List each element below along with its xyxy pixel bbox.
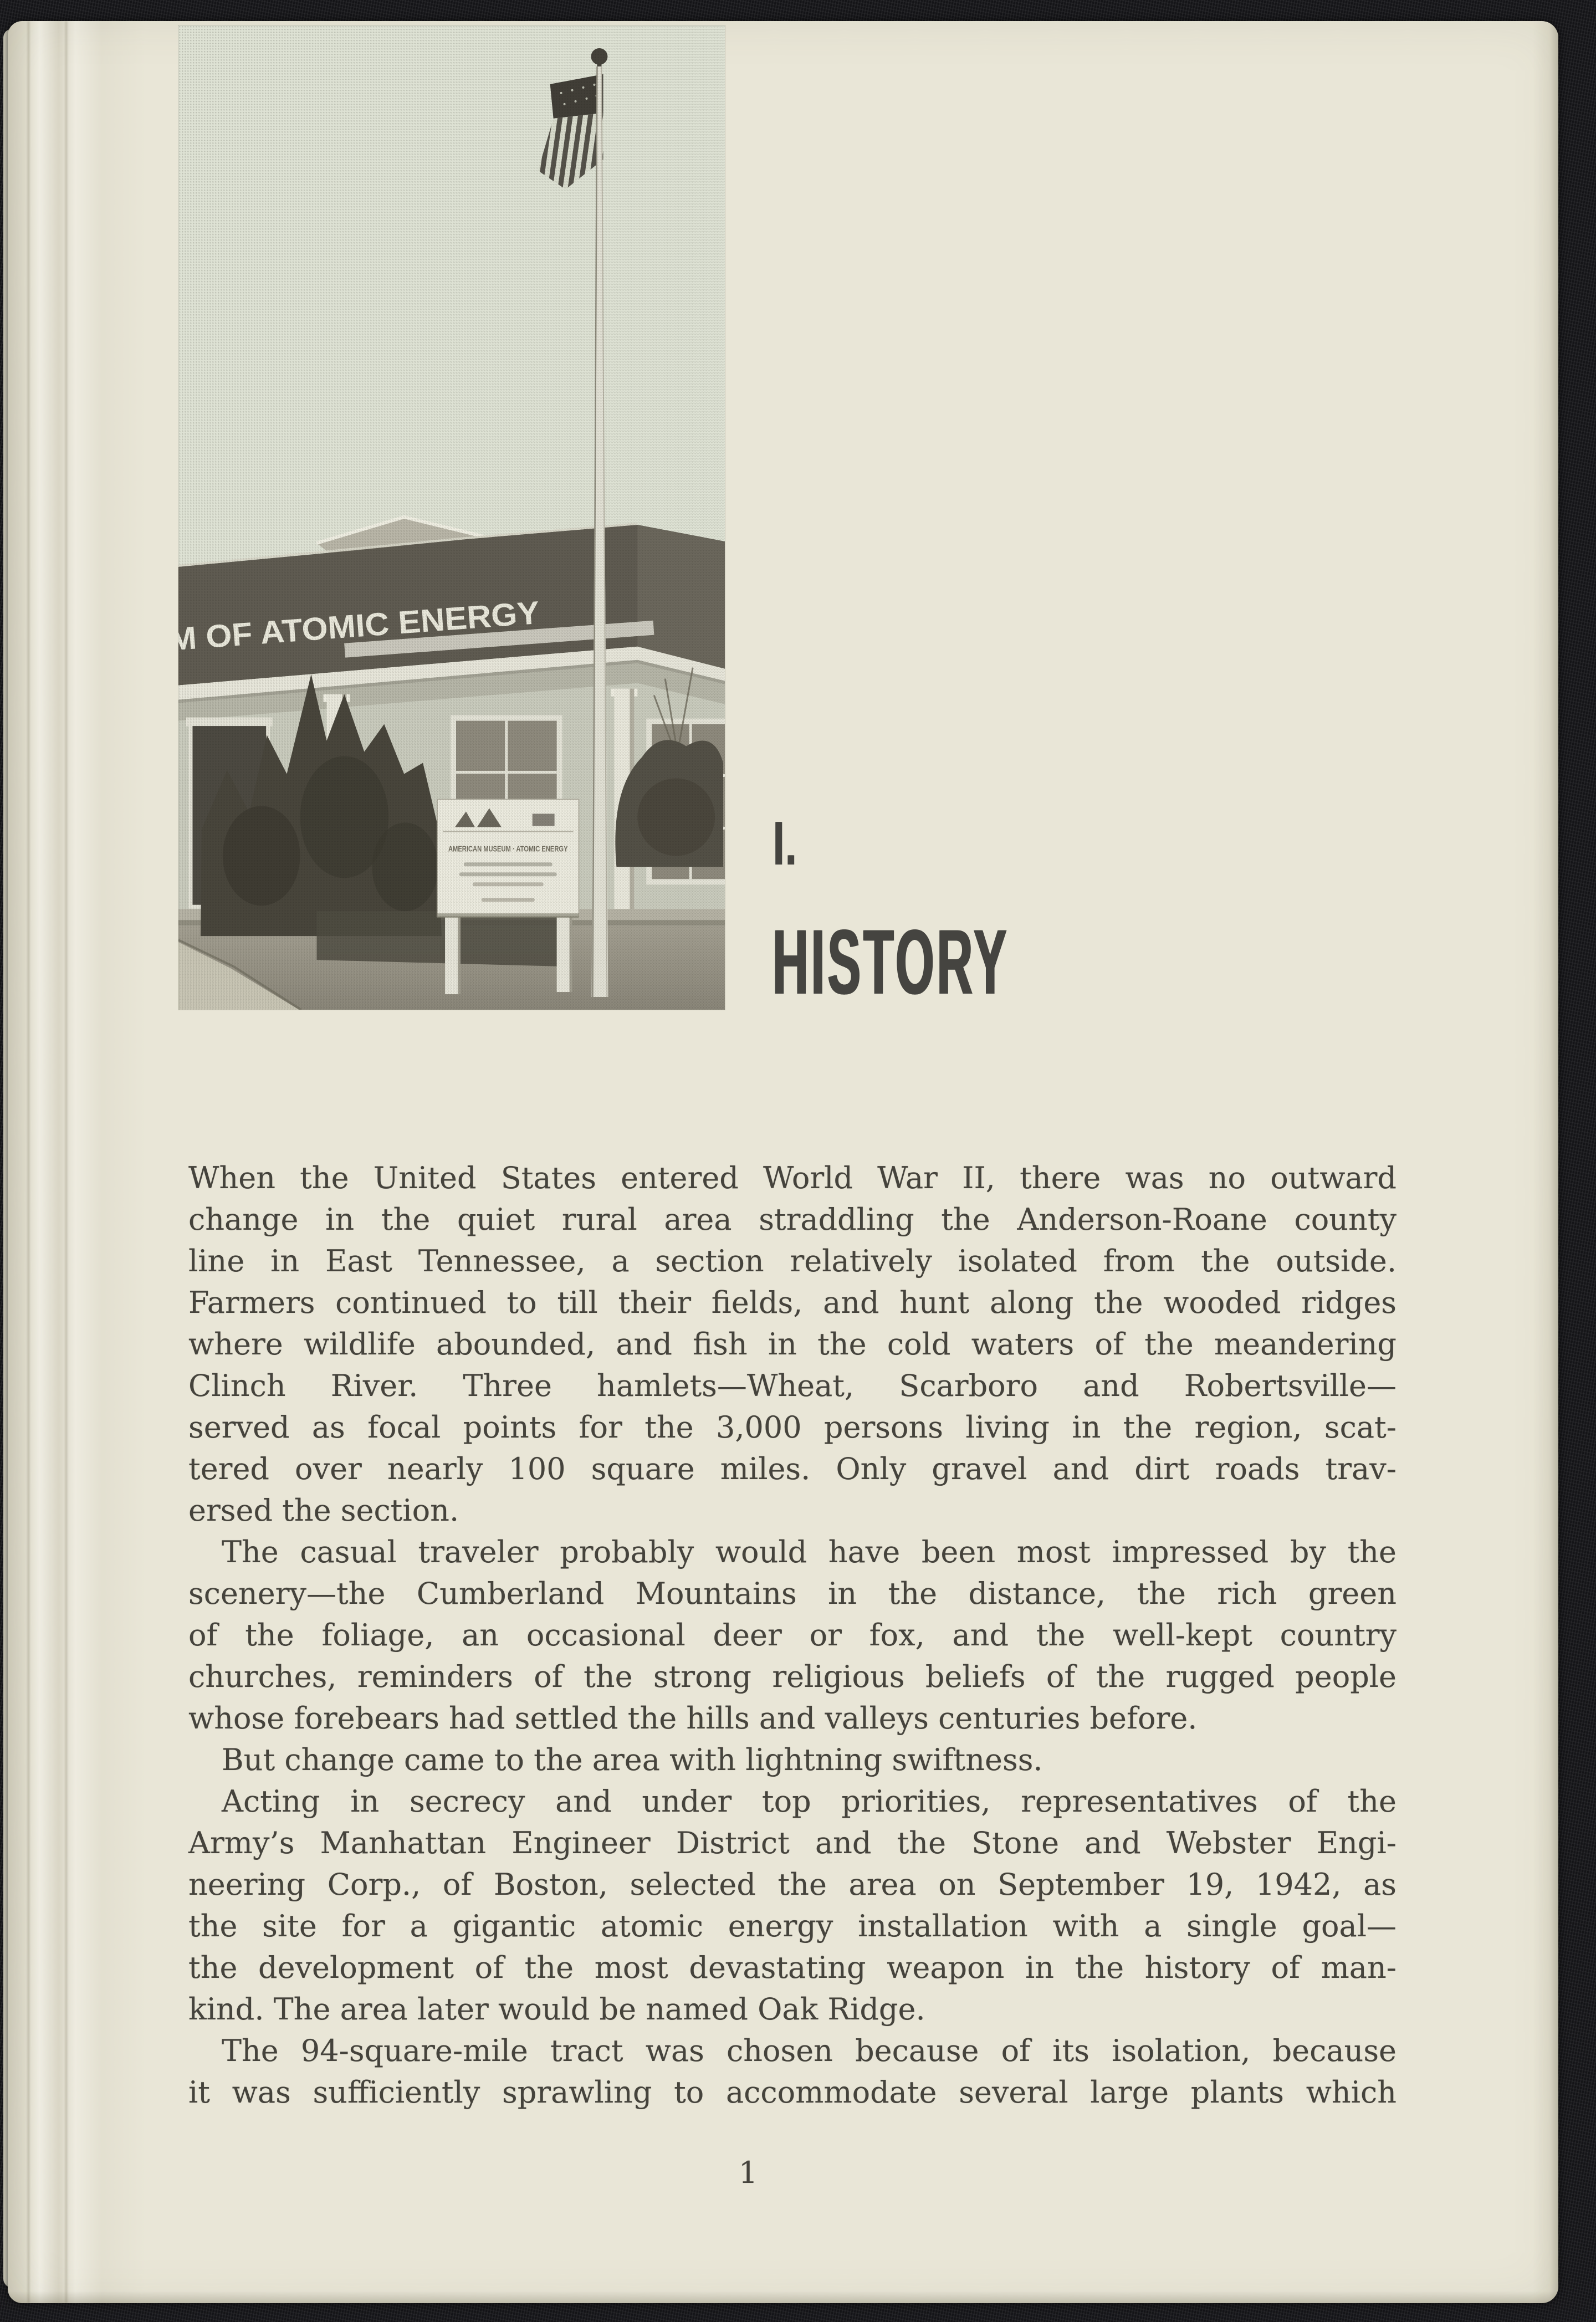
text-line: But change came to the area with lightning swiftness. [222,1742,1043,1777]
text-line: the development of the most devastating weapon in the history of man- [188,1950,1396,1985]
text-line: churches, reminders of the strong religious beliefs of the rugged people [188,1659,1396,1694]
chapter-title: HISTORY [773,911,1010,1014]
text-line: of the foliage, an occasional deer or fox, and the well-kept country [188,1618,1396,1653]
gutter-crease [65,21,67,2303]
museum-photo-art [178,25,725,1010]
text-line: scenery—the Cumberland Mountains in the distance, the rich green [188,1576,1396,1611]
text-line: The casual traveler probably would have been most impressed by the [222,1535,1396,1569]
book-page [8,21,1558,2303]
text-line: Clinch River. Three hamlets—Wheat, Scarboro and Robertsville— [188,1368,1396,1403]
text-line: The 94-square-mile tract was chosen because of its isolation, because [222,2033,1396,2068]
text-line: When the United States entered World War II, there was no outward [188,1160,1396,1195]
text-line: it was sufficiently sprawling to accommodate several large plants which [188,2075,1396,2110]
chapter-numeral: I. [774,809,799,878]
text-line: ersed the section. [188,1493,459,1528]
gutter-crease [28,21,29,2303]
text-line: whose forebears had settled the hills and valleys centuries before. [188,1701,1198,1736]
text-line: where wildlife abounded, and fish in the cold waters of the meandering [188,1327,1396,1362]
text-line: served as focal points for the 3,000 persons living in the region, scat- [188,1410,1396,1445]
museum-photo [178,25,725,1010]
text-line: Army’s Manhattan Engineer District and the Stone and Webster Engi- [188,1825,1396,1860]
text-line: change in the quiet rural area straddling the Anderson-Roane county [188,1202,1396,1237]
text-line: tered over nearly 100 square miles. Only gravel and dirt roads trav- [188,1451,1396,1486]
text-line: Farmers continued to till their fields, and hunt along the wooded ridges [188,1285,1396,1320]
text-line: line in East Tennessee, a section relatively isolated from the outside. [188,1244,1396,1278]
text-line: the site for a gigantic atomic energy installation with a single goal— [188,1909,1396,1943]
text-line: kind. The area later would be named Oak Ridge. [188,1992,925,2027]
halftone-texture [178,25,725,1010]
page-number: 1 [738,2155,758,2190]
page-right-edge [1533,21,1558,2303]
page-bottom-edge [8,2291,1558,2303]
text-line: Acting in secrecy and under top priorities, representatives of the [222,1784,1396,1819]
text-line: neering Corp., of Boston, selected the area on September 19, 1942, as [188,1867,1396,1902]
body-text [188,1157,1396,2113]
